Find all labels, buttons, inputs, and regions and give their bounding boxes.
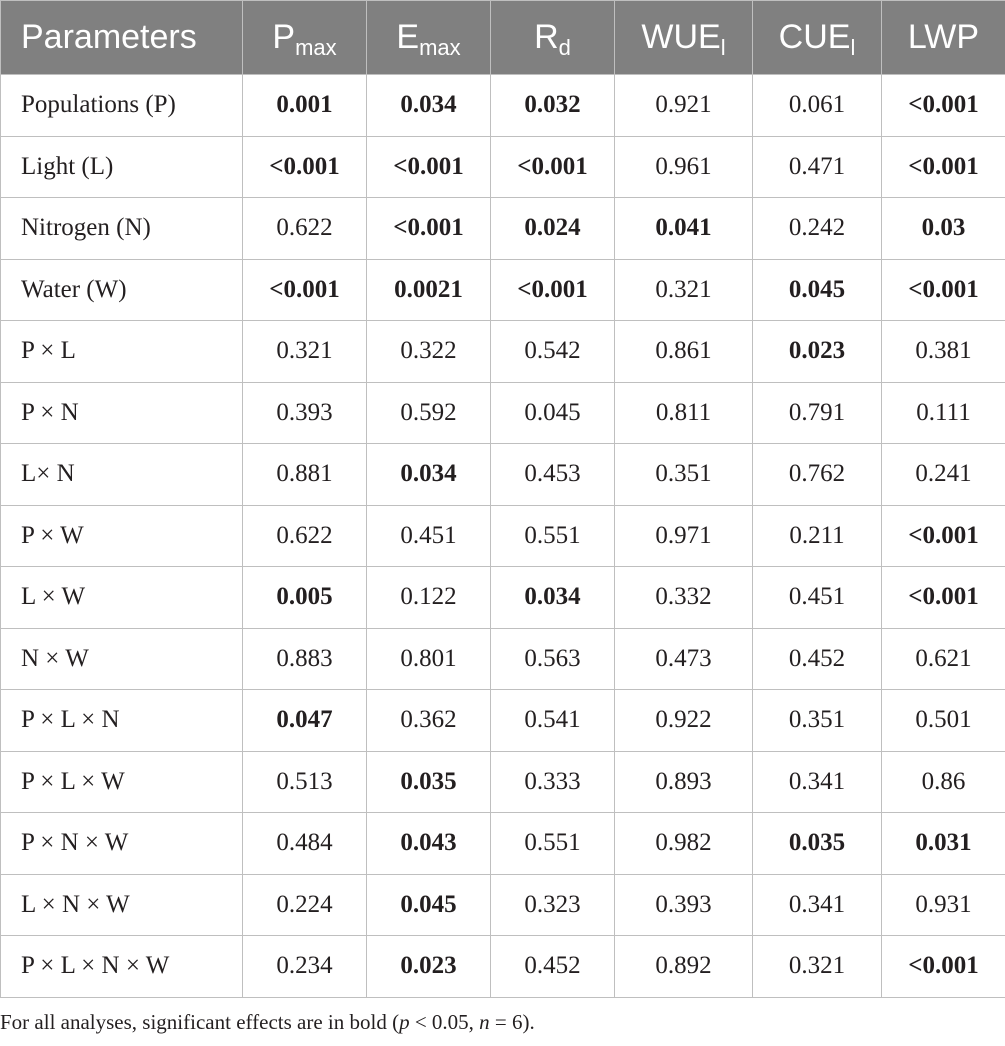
row-parameter-label: L × W bbox=[1, 567, 243, 629]
p-value-cell: 0.351 bbox=[753, 690, 882, 752]
p-value-cell: 0.922 bbox=[615, 690, 753, 752]
p-value-cell: 0.321 bbox=[753, 936, 882, 998]
p-value-cell: 0.323 bbox=[491, 874, 615, 936]
header-label: WUE bbox=[641, 18, 721, 56]
p-value-cell: 0.041 bbox=[615, 198, 753, 260]
footnote-text-1: For all analyses, significant effects are in bold ( bbox=[0, 1010, 400, 1034]
p-value-cell: 0.621 bbox=[882, 628, 1005, 690]
header-subscript: l bbox=[720, 35, 726, 60]
row-parameter-label: P × N × W bbox=[1, 813, 243, 875]
p-value-cell: 0.321 bbox=[615, 259, 753, 321]
p-value-cell: <0.001 bbox=[882, 936, 1005, 998]
row-parameter-label: L× N bbox=[1, 444, 243, 506]
row-parameter-label: Light (L) bbox=[1, 136, 243, 198]
p-value-cell: 0.622 bbox=[243, 198, 367, 260]
header-cuel bbox=[753, 1, 882, 75]
p-value-cell: 0.592 bbox=[367, 382, 491, 444]
p-value-cell: 0.542 bbox=[491, 321, 615, 383]
p-value-cell: 0.762 bbox=[753, 444, 882, 506]
p-value-cell: 0.023 bbox=[367, 936, 491, 998]
p-value-cell: <0.001 bbox=[491, 136, 615, 198]
row-parameter-label: Water (W) bbox=[1, 259, 243, 321]
p-value-cell: 0.0021 bbox=[367, 259, 491, 321]
p-value-cell: <0.001 bbox=[243, 136, 367, 198]
header-subscript: max bbox=[419, 35, 461, 60]
header-label: R bbox=[534, 18, 559, 56]
row-parameter-label: P × L × W bbox=[1, 751, 243, 813]
p-value-cell: 0.211 bbox=[753, 505, 882, 567]
header-pmax bbox=[243, 1, 367, 75]
footnote-n-symbol: n bbox=[479, 1010, 490, 1034]
table-row bbox=[1, 505, 1005, 567]
p-value-cell: 0.892 bbox=[615, 936, 753, 998]
p-value-cell: 0.551 bbox=[491, 813, 615, 875]
p-value-cell: 0.005 bbox=[243, 567, 367, 629]
p-value-cell: 0.622 bbox=[243, 505, 367, 567]
p-value-cell: 0.811 bbox=[615, 382, 753, 444]
p-value-cell: 0.032 bbox=[491, 75, 615, 137]
p-value-cell: 0.931 bbox=[882, 874, 1005, 936]
header-label: E bbox=[396, 18, 420, 56]
header-subscript: max bbox=[295, 35, 337, 60]
table-row bbox=[1, 874, 1005, 936]
p-value-cell: 0.341 bbox=[753, 751, 882, 813]
table-header-row bbox=[1, 1, 1005, 75]
p-value-cell: <0.001 bbox=[491, 259, 615, 321]
p-value-cell: 0.035 bbox=[367, 751, 491, 813]
p-value-cell: 0.234 bbox=[243, 936, 367, 998]
header-subscript: l bbox=[850, 35, 856, 60]
p-value-cell: 0.982 bbox=[615, 813, 753, 875]
table-row bbox=[1, 628, 1005, 690]
p-value-cell: 0.224 bbox=[243, 874, 367, 936]
header-parameters bbox=[1, 1, 243, 75]
row-parameter-label: Nitrogen (N) bbox=[1, 198, 243, 260]
p-value-cell: 0.551 bbox=[491, 505, 615, 567]
p-value-cell: 0.791 bbox=[753, 382, 882, 444]
p-value-cell: 0.001 bbox=[243, 75, 367, 137]
p-value-cell: 0.452 bbox=[491, 936, 615, 998]
p-value-cell: <0.001 bbox=[882, 136, 1005, 198]
p-value-cell: 0.034 bbox=[367, 75, 491, 137]
p-value-cell: 0.563 bbox=[491, 628, 615, 690]
p-value-cell: 0.501 bbox=[882, 690, 1005, 752]
table-row bbox=[1, 813, 1005, 875]
p-value-cell: 0.034 bbox=[367, 444, 491, 506]
p-value-cell: 0.86 bbox=[882, 751, 1005, 813]
header-subscript: d bbox=[558, 35, 571, 60]
header-wuel bbox=[615, 1, 753, 75]
p-value-cell: 0.451 bbox=[753, 567, 882, 629]
row-parameter-label: P × L × N bbox=[1, 690, 243, 752]
p-value-cell: 0.034 bbox=[491, 567, 615, 629]
p-value-cell: 0.341 bbox=[753, 874, 882, 936]
footnote-p-symbol: p bbox=[399, 1010, 410, 1034]
row-parameter-label: P × L × N × W bbox=[1, 936, 243, 998]
row-parameter-label: N × W bbox=[1, 628, 243, 690]
p-value-cell: 0.024 bbox=[491, 198, 615, 260]
row-parameter-label: P × W bbox=[1, 505, 243, 567]
p-value-cell: 0.513 bbox=[243, 751, 367, 813]
table-footnote bbox=[0, 1010, 535, 1035]
table-row bbox=[1, 567, 1005, 629]
table-row bbox=[1, 136, 1005, 198]
p-value-cell: 0.043 bbox=[367, 813, 491, 875]
p-value-cell: 0.453 bbox=[491, 444, 615, 506]
p-value-cell: 0.961 bbox=[615, 136, 753, 198]
p-value-cell: <0.001 bbox=[882, 505, 1005, 567]
p-value-cell: <0.001 bbox=[882, 75, 1005, 137]
p-value-cell: 0.111 bbox=[882, 382, 1005, 444]
header-lwp bbox=[882, 1, 1005, 75]
p-value-cell: 0.451 bbox=[367, 505, 491, 567]
header-label: P bbox=[272, 18, 296, 56]
p-value-cell: 0.332 bbox=[615, 567, 753, 629]
p-value-cell: 0.321 bbox=[243, 321, 367, 383]
table-row bbox=[1, 75, 1005, 137]
row-parameter-label: P × N bbox=[1, 382, 243, 444]
p-value-cell: 0.031 bbox=[882, 813, 1005, 875]
header-label: CUE bbox=[778, 18, 851, 56]
table-row bbox=[1, 444, 1005, 506]
table-row bbox=[1, 382, 1005, 444]
footnote-text-3: = 6). bbox=[489, 1010, 535, 1034]
p-value-cell: 0.351 bbox=[615, 444, 753, 506]
footnote-text-2: < 0.05, bbox=[409, 1010, 480, 1034]
p-value-cell: 0.061 bbox=[753, 75, 882, 137]
p-value-cell: 0.881 bbox=[243, 444, 367, 506]
p-value-cell: 0.393 bbox=[243, 382, 367, 444]
row-parameter-label: Populations (P) bbox=[1, 75, 243, 137]
p-value-cell: 0.122 bbox=[367, 567, 491, 629]
p-value-cell: 0.322 bbox=[367, 321, 491, 383]
p-value-cell: 0.241 bbox=[882, 444, 1005, 506]
p-value-cell: 0.023 bbox=[753, 321, 882, 383]
p-value-cell: <0.001 bbox=[882, 567, 1005, 629]
p-value-cell: 0.971 bbox=[615, 505, 753, 567]
p-value-cell: 0.045 bbox=[753, 259, 882, 321]
p-value-cell: 0.484 bbox=[243, 813, 367, 875]
p-value-cell: <0.001 bbox=[243, 259, 367, 321]
p-value-cell: 0.362 bbox=[367, 690, 491, 752]
p-value-cell: 0.381 bbox=[882, 321, 1005, 383]
p-value-cell: <0.001 bbox=[367, 136, 491, 198]
p-value-cell: <0.001 bbox=[882, 259, 1005, 321]
table-row bbox=[1, 751, 1005, 813]
p-value-cell: 0.047 bbox=[243, 690, 367, 752]
p-value-cell: 0.801 bbox=[367, 628, 491, 690]
p-value-cell: 0.045 bbox=[367, 874, 491, 936]
row-parameter-label: L × N × W bbox=[1, 874, 243, 936]
table-row bbox=[1, 690, 1005, 752]
table-row bbox=[1, 198, 1005, 260]
table-body bbox=[1, 75, 1005, 998]
p-value-cell: 0.893 bbox=[615, 751, 753, 813]
p-value-cell: 0.883 bbox=[243, 628, 367, 690]
header-label: LWP bbox=[907, 18, 980, 56]
p-value-cell: <0.001 bbox=[367, 198, 491, 260]
p-value-cell: 0.452 bbox=[753, 628, 882, 690]
p-value-cell: 0.035 bbox=[753, 813, 882, 875]
p-value-cell: 0.242 bbox=[753, 198, 882, 260]
table-row bbox=[1, 259, 1005, 321]
table-row bbox=[1, 321, 1005, 383]
row-parameter-label: P × L bbox=[1, 321, 243, 383]
p-value-cell: 0.03 bbox=[882, 198, 1005, 260]
p-value-cell: 0.045 bbox=[491, 382, 615, 444]
p-value-cell: 0.473 bbox=[615, 628, 753, 690]
header-rd bbox=[491, 1, 615, 75]
p-value-cell: 0.471 bbox=[753, 136, 882, 198]
table-row bbox=[1, 936, 1005, 998]
header-emax bbox=[367, 1, 491, 75]
p-value-cell: 0.333 bbox=[491, 751, 615, 813]
header-label: Parameters bbox=[21, 18, 197, 56]
p-value-cell: 0.861 bbox=[615, 321, 753, 383]
p-value-cell: 0.921 bbox=[615, 75, 753, 137]
p-value-cell: 0.541 bbox=[491, 690, 615, 752]
p-value-cell: 0.393 bbox=[615, 874, 753, 936]
